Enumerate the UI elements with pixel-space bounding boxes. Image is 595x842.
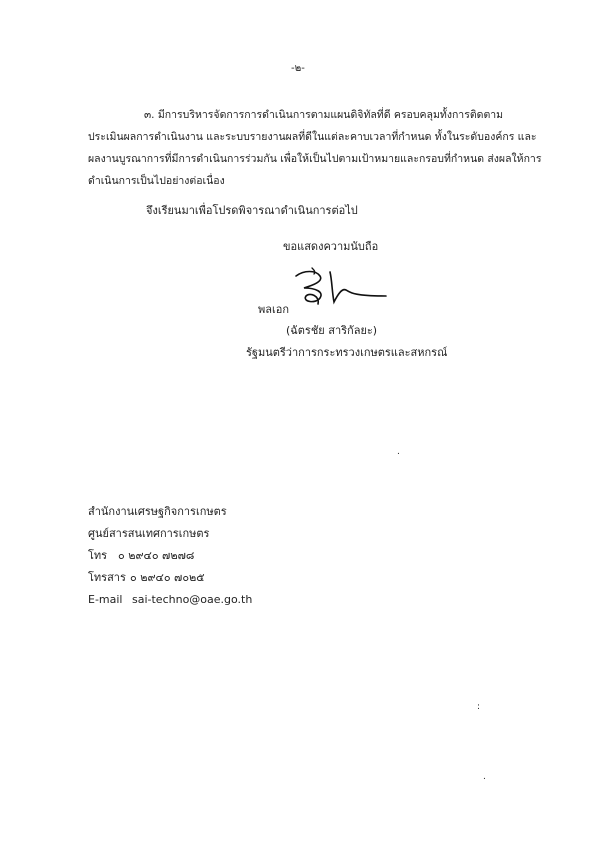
signer-name: (ฉัตรชัย สาริกัลยะ)	[286, 324, 378, 337]
office-name: สำนักงานเศรษฐกิจการเกษตร	[88, 505, 227, 518]
paragraph-line: ประเมินผลการดำเนินงาน และระบบรายงานผลที่ดีในแต่ละคาบเวลาที่กำหนด ทั้งในระดับองค์กร และ	[88, 131, 537, 143]
tel-number: ๐ ๒๙๔๐ ๗๒๗๘	[118, 549, 195, 562]
paragraph-line: ผลงานบูรณาการที่มีการดำเนินการร่วมกัน เพื่อให้เป็นไปตามเป้าหมายและกรอบที่กำหนด ส่งผลให้การ	[88, 153, 542, 165]
fax-number: ๐ ๒๙๔๐ ๗๐๒๕	[130, 571, 205, 584]
paragraph-line: ๓. มีการบริหารจัดการการดำเนินการตามแผนดิจิทัลที่ดี ครอบคลุมทั้งการติดตาม	[144, 109, 504, 121]
regards-text: ขอแสดงความนับถือ	[283, 240, 379, 253]
fax-label: โทรสาร	[88, 571, 126, 584]
email-address: sai-techno@oae.go.th	[132, 593, 253, 606]
handwritten-signature	[290, 266, 390, 310]
center-name: ศูนย์สารสนเทศการเกษตร	[88, 527, 210, 540]
stray-mark: .	[483, 772, 486, 782]
signer-position: รัฐมนตรีว่าการกระทรวงเกษตรและสหกรณ์	[246, 346, 448, 359]
stray-mark: .	[397, 447, 400, 457]
signer-rank: พลเอก	[258, 303, 290, 316]
tel-label: โทร	[88, 549, 108, 562]
page-number: -๒-	[291, 63, 305, 74]
body-paragraph	[88, 104, 542, 192]
paragraph-line: ดำเนินการเป็นไปอย่างต่อเนื่อง	[88, 175, 225, 187]
stray-mark: :	[477, 702, 481, 712]
closing-line: จึงเรียนมาเพื่อโปรดพิจารณาดำเนินการต่อไป	[146, 204, 358, 217]
email-label: E-mail	[88, 593, 123, 606]
